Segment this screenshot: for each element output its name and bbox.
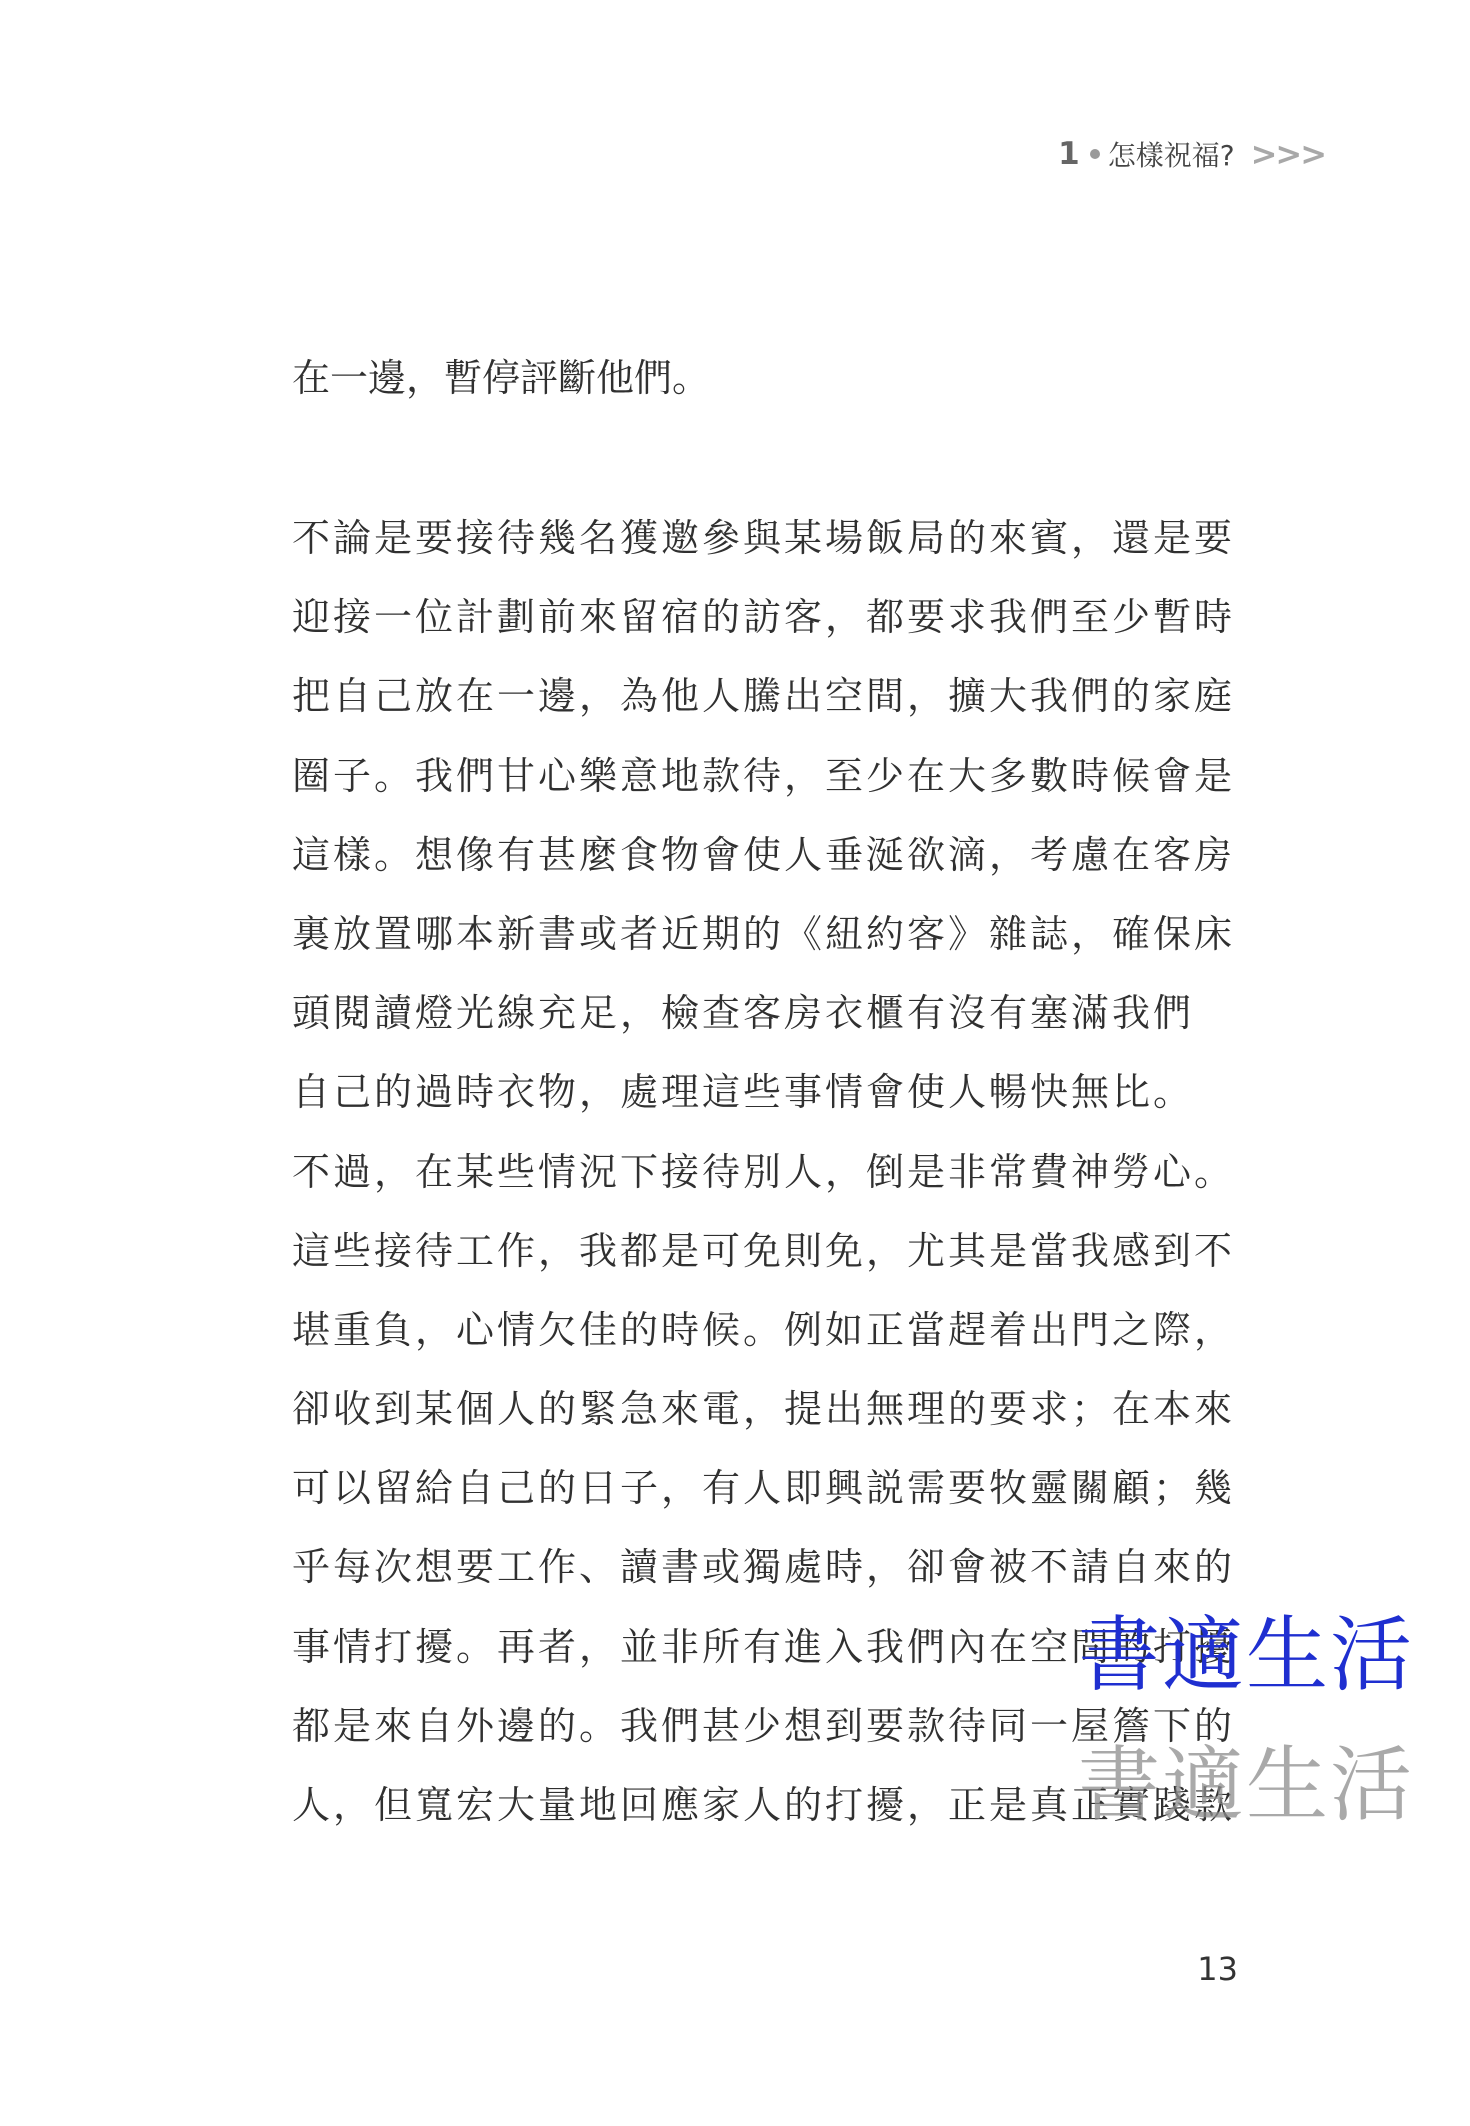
text-line: 圈子。我們甘心樂意地款待，至少在大多數時候會是 (292, 753, 1236, 798)
chapter-title: 怎樣祝福? (1107, 139, 1235, 172)
watermark-primary: 書適生活 (1078, 1608, 1415, 1703)
text-line: 堪重負，心情欠佳的時候。例如正當趕着出門之際， (292, 1307, 1236, 1352)
text-line: 這些接待工作，我都是可免則免，尤其是當我感到不 (292, 1228, 1236, 1273)
chapter-number: 1 (1058, 136, 1080, 172)
text-line: 乎每次想要工作、讀書或獨處時，卻會被不請自來的 (292, 1545, 1236, 1590)
text-line: 自己的過時衣物，處理這些事情會使人暢快無比。 (292, 1070, 1195, 1115)
text-line: 可以留給自己的日子，有人即興説需要牧靈關顧；幾 (292, 1466, 1236, 1511)
text-line: 把自己放在一邊，為他人騰出空間，擴大我們的家庭 (292, 674, 1236, 719)
text-line: 不過，在某些情況下接待別人，倒是非常費神勞心。 (292, 1149, 1236, 1194)
text-line: 裏放置哪本新書或者近期的《紐約客》雜誌，確保床 (292, 911, 1236, 956)
watermark-secondary: 書適生活 (1078, 1738, 1415, 1833)
chevrons-right-icon: >>> (1250, 135, 1325, 173)
text-line: 都是來自外邊的。我們甚少想到要款待同一屋簷下的 (292, 1703, 1236, 1748)
page-number: 13 (1197, 1950, 1238, 1988)
text-line: 事情打擾。再者，並非所有進入我們內在空間的打擾 (292, 1624, 1236, 1669)
text-line: 卻收到某個人的緊急來電，提出無理的要求；在本來 (292, 1387, 1236, 1432)
continuation-line: 在一邊，暫停評斷他們。 (292, 356, 711, 400)
text-line: 人，但寬宏大量地回應家人的打擾，正是真正實踐款 (292, 1783, 1236, 1827)
text-line: 迎接一位計劃前來留宿的訪客，都要求我們至少暫時 (292, 595, 1236, 640)
text-line: 不論是要接待幾名獲邀參與某場飯局的來賓，還是要 (292, 516, 1236, 560)
running-header (1058, 132, 1325, 176)
bullet-dot-icon (1090, 149, 1100, 159)
text-line: 這樣。想像有甚麼食物會使人垂涎欲滴，考慮在客房 (292, 832, 1236, 877)
text-line: 頭閱讀燈光線充足，檢查客房衣櫃有沒有塞滿我們 (292, 991, 1195, 1036)
